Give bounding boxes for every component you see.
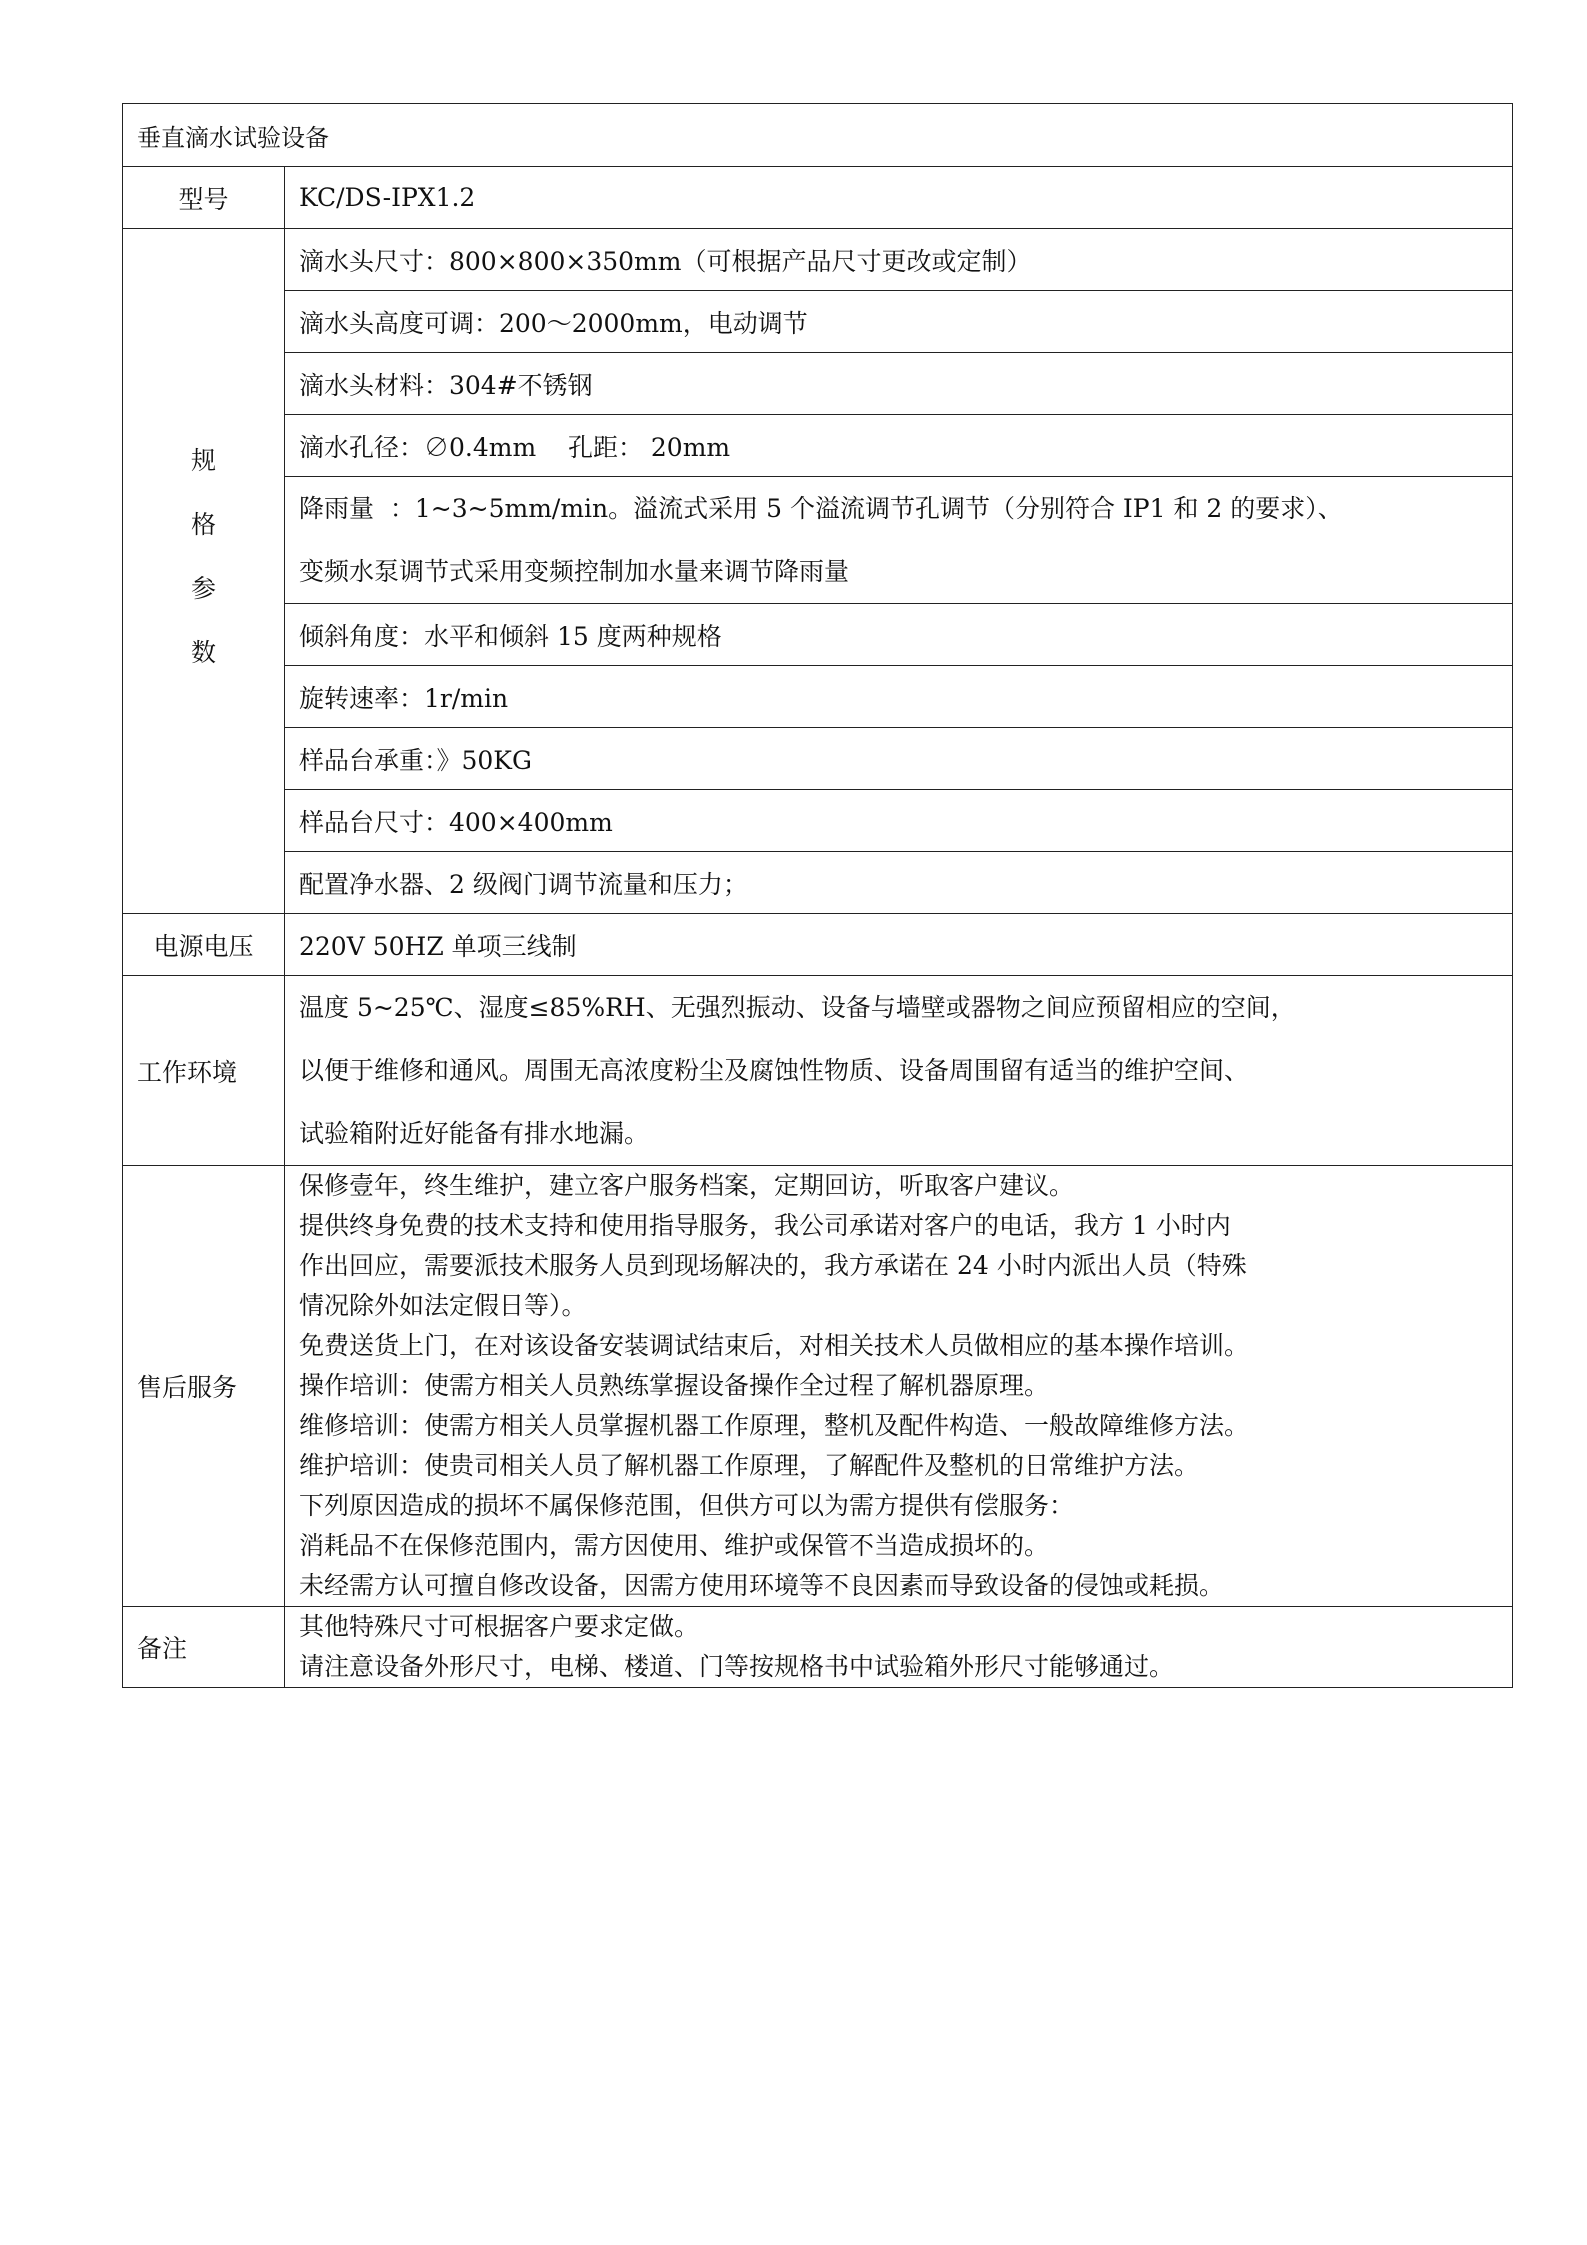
service-value: [285, 1166, 1513, 1607]
environment-line: 以便于维修和通风。周围无高浓度粉尘及腐蚀性物质、设备周围留有适当的维护空间、: [299, 1056, 1250, 1085]
spec-row: [123, 477, 1513, 604]
spec-line: 降雨量 ：1~3~5mm/min。溢流式采用 5 个溢流调节孔调节（分别符合 IP1 和 2 的要求）、: [299, 494, 1343, 523]
power-row: [123, 914, 1513, 976]
service-line: 消耗品不在保修范围内，需方因使用、维护或保管不当造成损坏的。: [299, 1531, 1050, 1560]
title-row: [123, 104, 1513, 167]
spec-row: [123, 852, 1513, 914]
service-row: [123, 1166, 1513, 1607]
spec-row: [123, 666, 1513, 728]
service-line: 未经需方认可擅自修改设备，因需方使用环境等不良因素而导致设备的侵蚀或耗损。: [299, 1571, 1225, 1600]
spec-value: 滴水头材料：304#不锈钢: [285, 353, 1513, 415]
spec-value-multiline: [285, 477, 1513, 604]
spec-value: 倾斜角度：水平和倾斜 15 度两种规格: [285, 604, 1513, 666]
model-label: 型号: [123, 167, 285, 229]
notes-line: 请注意设备外形尺寸，电梯、楼道、门等按规格书中试验箱外形尺寸能够通过。: [299, 1652, 1175, 1681]
model-row: [123, 167, 1513, 229]
service-line: 维修培训：使需方相关人员掌握机器工作原理，整机及配件构造、一般故障维修方法。: [299, 1411, 1250, 1440]
spec-value: 滴水头高度可调：200～2000mm，电动调节: [285, 291, 1513, 353]
spec-value: 配置净水器、2 级阀门调节流量和压力；: [285, 852, 1513, 914]
spec-row: [123, 229, 1513, 291]
service-line: 作出回应，需要派技术服务人员到现场解决的，我方承诺在 24 小时内派出人员（特殊: [299, 1251, 1247, 1280]
service-line: 操作培训：使需方相关人员熟练掌握设备操作全过程了解机器原理。: [299, 1371, 1050, 1400]
notes-label: 备注: [123, 1607, 285, 1688]
service-label: 售后服务: [123, 1166, 285, 1607]
spec-row: [123, 353, 1513, 415]
spec-table: [122, 103, 1513, 1688]
model-value: KC/DS-IPX1.2: [285, 167, 1513, 229]
service-line: 保修壹年，终生维护，建立客户服务档案，定期回访，听取客户建议。: [299, 1171, 1075, 1200]
spec-row: [123, 604, 1513, 666]
spec-line: 变频水泵调节式采用变频控制加水量来调节降雨量: [299, 557, 850, 586]
spec-sheet: [122, 103, 1512, 1688]
service-line: 提供终身免费的技术支持和使用指导服务，我公司承诺对客户的电话，我方 1 小时内: [299, 1211, 1231, 1240]
environment-label: 工作环境: [123, 976, 285, 1166]
power-label: 电源电压: [123, 914, 285, 976]
spec-value: 样品台尺寸：400×400mm: [285, 790, 1513, 852]
environment-line: 试验箱附近好能备有排水地漏。: [299, 1119, 650, 1148]
spec-row: [123, 291, 1513, 353]
notes-line: 其他特殊尺寸可根据客户要求定做。: [299, 1612, 700, 1641]
notes-value: [285, 1607, 1513, 1688]
spec-row: [123, 790, 1513, 852]
environment-row: [123, 976, 1513, 1166]
spec-label-char: 规: [190, 446, 216, 475]
spec-label-char: 格: [190, 510, 216, 539]
spec-label-char: 数: [190, 638, 216, 667]
spec-value: 滴水头尺寸：800×800×350mm（可根据产品尺寸更改或定制）: [285, 229, 1513, 291]
service-line: 情况除外如法定假日等）。: [299, 1291, 587, 1320]
spec-value: 旋转速率：1r/min: [285, 666, 1513, 728]
spec-label-char: 参: [190, 574, 216, 603]
power-value: 220V 50HZ 单项三线制: [285, 914, 1513, 976]
environment-value: [285, 976, 1513, 1166]
service-line: 免费送货上门，在对该设备安装调试结束后，对相关技术人员做相应的基本操作培训。: [299, 1331, 1250, 1360]
document-title: 垂直滴水试验设备: [123, 104, 1513, 167]
notes-row: [123, 1607, 1513, 1688]
service-line: 维护培训：使贵司相关人员了解机器工作原理，了解配件及整机的日常维护方法。: [299, 1451, 1200, 1480]
service-line: 下列原因造成的损坏不属保修范围，但供方可以为需方提供有偿服务：: [299, 1491, 1075, 1520]
spec-value: 滴水孔径：∅0.4mm 孔距： 20mm: [285, 415, 1513, 477]
spec-row: [123, 728, 1513, 790]
environment-line: 温度 5~25℃、湿度≤85%RH、无强烈振动、设备与墙壁或器物之间应预留相应的空间，: [299, 993, 1296, 1022]
spec-label: [123, 229, 285, 914]
spec-row: [123, 415, 1513, 477]
spec-value: 样品台承重：》50KG: [285, 728, 1513, 790]
